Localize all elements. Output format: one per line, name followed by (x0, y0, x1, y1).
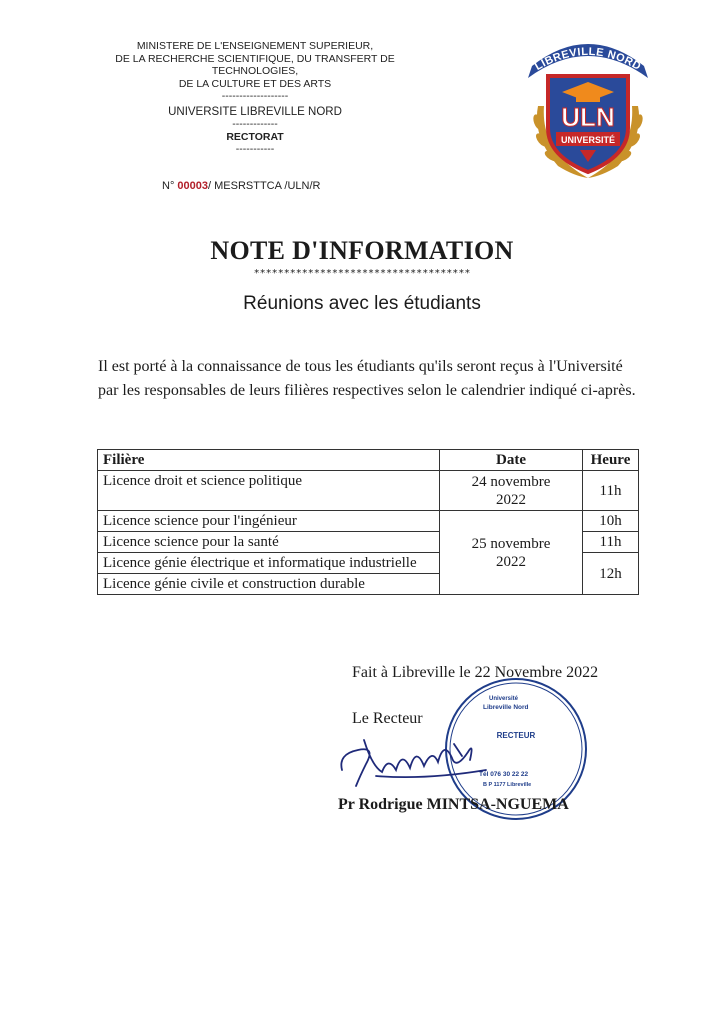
signatory-name: Pr Rodrigue MINTSA-NGUEMA (338, 796, 569, 813)
cell-filiere: Licence génie électrique et informatique industrielle (98, 553, 440, 574)
header-line: DE LA CULTURE ET DES ARTS (178, 77, 332, 90)
table-header-row (98, 450, 639, 471)
reference-suffix: / MESRSTTCA /ULN/R (208, 180, 321, 192)
cell-heure: 11h (583, 471, 639, 511)
cell-heure: 12h (583, 553, 639, 595)
header-separator: ----------- (235, 143, 275, 155)
ministry-header (100, 40, 410, 156)
cell-date: 24 novembre 2022 (440, 471, 583, 511)
table-row (98, 511, 639, 532)
handwritten-signature (336, 726, 496, 792)
table-row (98, 471, 639, 511)
university-name: UNIVERSITE LIBREVILLE NORD (168, 105, 342, 118)
title-stars-divider: ************************************ (253, 268, 471, 279)
stamp-center: RECTEUR (496, 731, 536, 740)
university-logo (518, 36, 658, 184)
reference-num: 00003 (177, 180, 208, 192)
header-date: Date (440, 450, 583, 471)
header-line: TECHNOLOGIES, (211, 65, 299, 77)
stamp-line1: Université (489, 696, 519, 702)
page-title: NOTE D'INFORMATION (210, 236, 514, 265)
cell-heure: 11h (583, 532, 639, 553)
cell-filiere: Licence science pour l'ingénieur (98, 511, 440, 532)
stamp-tel: Tél 076 30 22 22 (479, 771, 529, 778)
svg-text:LIBREVILLE NORD (533, 46, 643, 73)
header-line: DE LA RECHERCHE SCIENTIFIQUE, DU TRANSFERT DE (115, 52, 395, 65)
rectorat-label: RECTORAT (226, 130, 284, 143)
intro-paragraph: Il est porté à la connaissance de tous les étudiants qu'ils seront reçus à l'Université par les responsables de leurs filières respectives selon le calendrier indiqué ci-après. (98, 358, 636, 399)
header-separator: ------------- (232, 118, 278, 130)
page-subtitle: Réunions avec les étudiants (243, 293, 481, 314)
header-filiere: Filière (98, 450, 440, 471)
reference-prefix: N° (162, 180, 178, 192)
stamp-bp: B P 1177 Libreville (483, 782, 532, 788)
logo-bottom-text: UNIVERSITÉ (560, 135, 616, 145)
schedule-table (97, 449, 639, 595)
logo-letters: ULN (561, 102, 615, 132)
header-line: MINISTERE DE L'ENSEIGNEMENT SUPERIEUR, (136, 40, 374, 52)
cell-filiere: Licence science pour la santé (98, 532, 440, 553)
cell-heure: 10h (583, 511, 639, 532)
cell-date: 25 novembre 2022 (440, 511, 583, 595)
header-separator: ------------------- (221, 90, 289, 102)
cell-filiere: Licence droit et science politique (98, 471, 440, 511)
place-and-date: Fait à Libreville le 22 Novembre 2022 (352, 664, 599, 681)
logo-top-text: LIBREVILLE NORD (532, 45, 644, 74)
stamp-line2: Libreville Nord (483, 704, 529, 711)
cell-filiere: Licence génie civile et construction durable (98, 574, 440, 595)
header-heure: Heure (583, 450, 639, 471)
reference-number (162, 180, 320, 192)
signatory-role: Le Recteur (352, 710, 423, 727)
